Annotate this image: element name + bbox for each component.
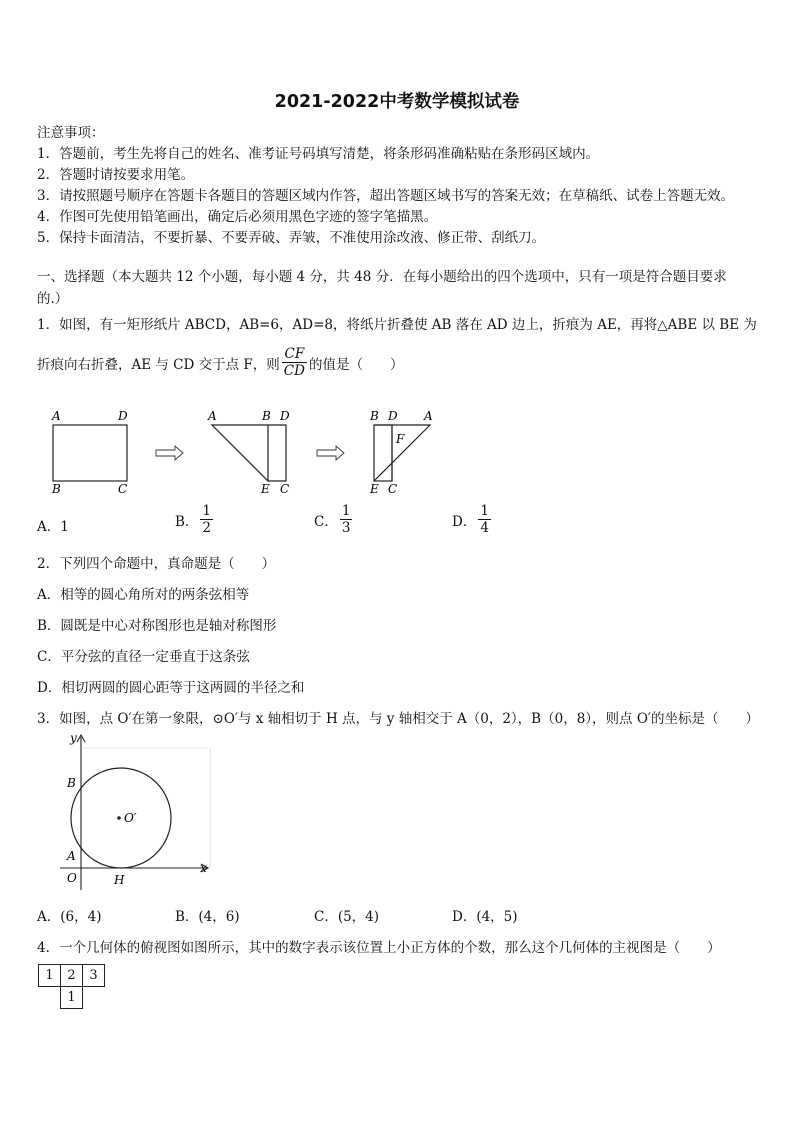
center-point: [117, 816, 121, 820]
frac-den: 3: [341, 520, 351, 536]
q4-top-view-grid: [38, 964, 105, 1009]
q1-option-c: [314, 503, 354, 536]
q1-option-d: [452, 503, 493, 536]
q2-stem: 2．下列四个命题中，真命题是（ ）: [37, 556, 276, 572]
q1-figure-2: [207, 409, 290, 496]
grid-cell: 1: [61, 987, 83, 1009]
q1-figure-3: [369, 409, 433, 496]
label-e: E: [261, 482, 270, 496]
grid-row: [39, 965, 105, 987]
option-fraction: [478, 503, 491, 536]
q1-fraction: [282, 346, 307, 379]
label-d: D: [388, 409, 398, 423]
label-b: B: [52, 482, 61, 496]
arrow-icon: [317, 446, 344, 460]
label-d: D: [118, 409, 128, 423]
option-letter: D．: [452, 513, 477, 530]
label-a: A: [67, 849, 76, 863]
option-letter: C．: [314, 513, 338, 530]
label-c: C: [280, 482, 290, 496]
label-x: x: [200, 861, 207, 875]
q1-figure-1: [51, 409, 128, 496]
q1-option-b: [175, 503, 215, 536]
grid-cell: 3: [83, 965, 105, 987]
rectangle-abcd: [53, 425, 127, 481]
q2-option-a: A．相等的圆心角所对的两条弦相等: [37, 587, 250, 603]
option-letter: B．: [175, 513, 199, 530]
label-c: C: [388, 482, 398, 496]
q1-option-a: A．1: [37, 519, 69, 535]
label-o: O: [67, 871, 77, 885]
label-e: E: [370, 482, 379, 496]
notice-heading: 注意事项：: [37, 125, 105, 141]
section-heading: 一、选择题（本大题共 12 个小题，每小题 4 分，共 48 分．在每小题给出的四个选项中，只有一项是符合题目要求: [37, 269, 727, 285]
frac-den: 2: [202, 520, 212, 536]
option-fraction: [340, 503, 353, 536]
q3-option-a: A．(6，4): [37, 909, 102, 925]
grid-cell: 1: [39, 965, 61, 987]
q3-option-b: B．(4，6): [175, 909, 240, 925]
q1-stem-line1: 1．如图，有一矩形纸片 ABCD，AB=6，AD=8，将纸片折叠使 AB 落在 AD 边上，折痕为 AE，再将△ABE 以 BE 为: [37, 317, 757, 333]
label-h: H: [114, 873, 125, 887]
label-a: A: [424, 409, 433, 423]
q3-figure: [50, 732, 220, 892]
label-d: D: [280, 409, 290, 423]
label-a: A: [208, 409, 217, 423]
notice-item-3: 3．请按照题号顺序在答题卡各题目的答题区域内作答，超出答题区域书写的答案无效；在草稿纸、试卷上答题无效。: [37, 188, 735, 204]
label-f: F: [396, 432, 405, 446]
notice-item-1: 1．答题前，考生先将自己的姓名、准考证号码填写清楚，将条形码准确粘贴在条形码区域内。: [37, 146, 600, 162]
arrow-icon: [156, 446, 183, 460]
grid-lines: [81, 748, 210, 868]
q1-stem-prefix: 折痕向右折叠，AE 与 CD 交于点 F，则: [37, 356, 280, 373]
q3-stem: 3．如图，点 O′在第一象限，⊙O′与 x 轴相切于 H 点，与 y 轴相交于 A（0，2），B（0，8），则点 O′的坐标是（ ）: [37, 711, 759, 727]
notice-item-5: 5．保持卡面清洁，不要折暴、不要弄破、弄皱，不准使用涂改液、修正带、刮纸刀。: [37, 230, 546, 246]
label-a: A: [52, 409, 61, 423]
grid-row: [39, 987, 105, 1009]
frac-den: 4: [480, 520, 489, 536]
q1-stem-line2: [37, 346, 403, 379]
q3-option-c: C．(5，4): [314, 909, 380, 925]
notice-item-2: 2．答题时请按要求用笔。: [37, 167, 195, 183]
notice-item-4: 4．作图可先使用铅笔画出，确定后必须用黑色字迹的签字笔描黑。: [37, 209, 438, 225]
frac-num: 1: [480, 503, 489, 519]
q1-figures: [40, 405, 450, 497]
circle-o-prime: [71, 768, 171, 868]
frac-num: 1: [341, 503, 351, 519]
label-b: B: [370, 409, 379, 423]
frac-num: 1: [202, 503, 212, 519]
section-heading-cont: 的.）: [37, 291, 69, 307]
q2-option-c: C．平分弦的直径一定垂直于这条弦: [37, 649, 250, 665]
option-fraction: [200, 503, 213, 536]
grid-cell-empty: [83, 987, 105, 1009]
page-title: 2021-2022中考数学模拟试卷: [274, 92, 520, 112]
q1-stem-suffix: 的值是（ ）: [308, 356, 404, 373]
q2-option-d: D．相切两圆的圆心距等于这两圆的半径之和: [37, 680, 305, 696]
q2-option-b: B．圆既是中心对称图形也是轴对称图形: [37, 618, 277, 634]
grid-cell: 2: [61, 965, 83, 987]
label-o-prime: O′: [124, 811, 137, 825]
label-b: B: [262, 409, 271, 423]
grid-cell-empty: [39, 987, 61, 1009]
q1-frac-den: CD: [283, 363, 305, 379]
q4-stem: 4．一个几何体的俯视图如图所示，其中的数字表示该位置上小正方体的个数，那么这个几何体的主视图是（ ）: [37, 940, 721, 956]
q3-option-d: D．(4，5): [452, 909, 518, 925]
label-y: y: [70, 732, 77, 745]
label-c: C: [118, 482, 128, 496]
label-b: B: [67, 776, 76, 790]
q1-frac-num: CF: [284, 346, 305, 362]
